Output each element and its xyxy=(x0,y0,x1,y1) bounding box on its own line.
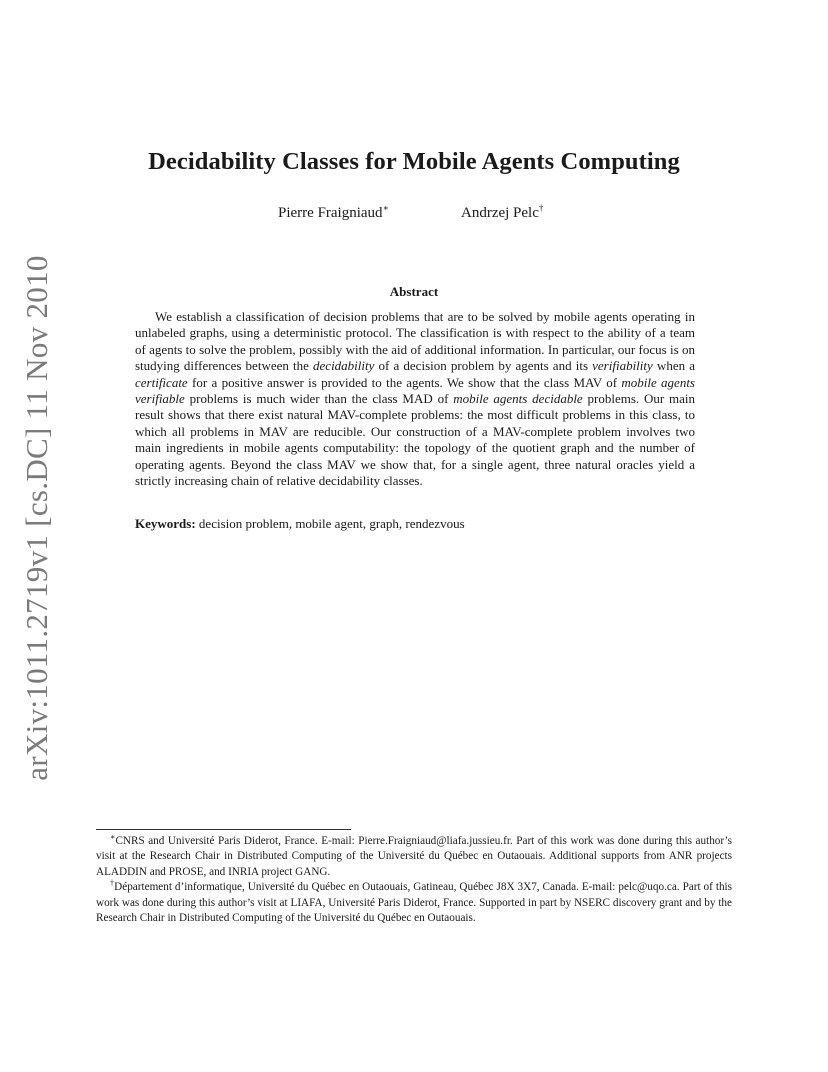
abstract-body xyxy=(135,309,695,489)
author-pelc xyxy=(461,205,543,222)
abstract-text: problems. Our main result shows that there exist natural MAV-complete problems: the most difficult problems in this class, to which all problems in MAV are reducible. Our construction of a MAV-complete problem involves two main ingredients in mobile agents computability: the topology of the quotient graph and the number of operating agents. Beyond the class MAV we show that, for a single agent, three natural oracles yield a strictly increasing chain of relative decidability classes. xyxy=(135,391,696,489)
footnote xyxy=(96,880,732,926)
abstract-text: of a decision problem by agents and its xyxy=(374,358,593,374)
footnote-text: CNRS and Université Paris Diderot, France. E-mail: Pierre.Fraigniaud@liafa.jussieu.fr. Part of this work was done during this author’s visit at the Research Chair in Distributed Computing of the Université du Québec en Outaouais. Additional supports from ANR projects ALADDIN and PROSE, and INRIA project GANG. xyxy=(96,835,732,878)
footnote-rule xyxy=(96,829,351,830)
abstract-emphasis: mobile agents verifiable xyxy=(135,374,695,407)
paper-title: Decidability Classes for Mobile Agents Computing xyxy=(148,148,680,175)
abstract-emphasis: decidability xyxy=(313,358,375,374)
abstract-emphasis: verifiability xyxy=(592,358,653,374)
footnote-mark: † xyxy=(110,878,115,888)
arxiv-identifier: arXiv:1011.2719v1 [cs.DC] 11 Nov 2010 xyxy=(19,255,54,781)
abstract-text: for a positive answer is provided to the agents. We show that the class MAV of xyxy=(187,374,622,390)
author-fraigniaud xyxy=(278,205,389,222)
author-name: Andrzej Pelc xyxy=(461,205,539,221)
footnote-mark: ∗ xyxy=(110,832,116,842)
keywords-list: decision problem, mobile agent, graph, rendezvous xyxy=(195,516,465,531)
abstract-text: problems is much wider than the class MAD of xyxy=(184,391,454,407)
footnote-mark: † xyxy=(538,203,544,213)
abstract-emphasis: certificate xyxy=(135,374,188,390)
abstract-emphasis: mobile agents decidable xyxy=(453,391,583,407)
footnote xyxy=(96,834,732,880)
keywords-label: Keywords: xyxy=(135,516,196,531)
footnote-mark: ∗ xyxy=(382,203,389,213)
keywords xyxy=(135,516,695,532)
abstract-text: We establish a classification of decision problems that are to be solved by mobile agents operating in unlabeled graphs, using a deterministic protocol. The classification is with respect to the ability of a team of agents to solve the problem, possibly with the aid of additional information. In particular, our focus is on studying differences between the xyxy=(135,309,695,374)
footnotes xyxy=(96,834,732,926)
author-name: Pierre Fraigniaud xyxy=(278,205,383,221)
abstract-text: when a xyxy=(652,358,695,374)
abstract-heading: Abstract xyxy=(389,284,439,299)
footnote-text: Département d’informatique, Université du Québec en Outaouais, Gatineau, Québec J8X 3X7, Canada. E-mail: pelc@uqo.ca. Part of this work was done during this author’s visit at LIAFA, Université Paris Diderot, France. Supported in part by NSERC discovery grant and by the Research Chair in Distributed Computing of the Université du Québec en Outaouais. xyxy=(96,881,732,925)
